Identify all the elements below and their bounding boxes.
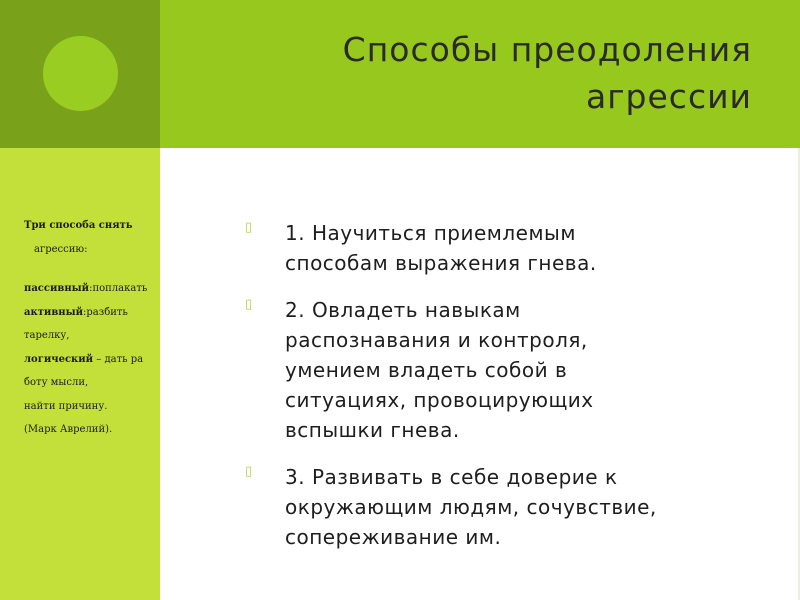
sidebar-attribution: (Марк Аврелий). — [24, 424, 113, 435]
sidebar-heading-line — [24, 214, 156, 238]
sidebar-passive-line — [24, 277, 156, 301]
sidebar-logical-line — [24, 348, 156, 372]
bullet-line: умением владеть собой в — [285, 358, 568, 382]
bullet-line: сопереживание им. — [285, 525, 502, 549]
bullet-line: 1. Научиться приемлемым — [285, 221, 576, 245]
sidebar-active-line — [24, 301, 156, 325]
bullet-line: способам выражения гнева. — [285, 251, 597, 275]
title-line: агрессии — [586, 77, 752, 116]
bullet-marker-icon: ▯ — [245, 297, 253, 312]
sidebar-note — [24, 214, 156, 442]
bullet-text — [285, 295, 765, 445]
logical-term: логический — [24, 353, 94, 365]
bullet-line: 3. Развивать в себе доверие к — [285, 465, 618, 489]
bullet-marker-icon: ▯ — [245, 220, 253, 235]
sidebar-logical-line-3: найти причину. — [24, 400, 108, 412]
bullet-line: вспышки гнева. — [285, 418, 460, 442]
list-item — [245, 218, 765, 278]
bullet-text — [285, 218, 765, 278]
passive-text: :поплакать — [89, 283, 148, 294]
passive-term: пассивный — [24, 283, 90, 294]
list-item — [245, 462, 765, 552]
bullet-text — [285, 462, 765, 552]
bullet-line: ситуациях, провоцирующих — [285, 388, 594, 412]
slide-title — [230, 26, 752, 120]
bullet-line: распознавания и контроля, — [285, 328, 588, 352]
sidebar-active-line-2: тарелку, — [24, 330, 70, 341]
active-term: активный — [24, 306, 84, 318]
list-item — [245, 295, 765, 445]
sidebar-logical-line-2: боту мысли, — [24, 377, 89, 388]
bullet-list — [245, 218, 765, 569]
sidebar-heading-text: Три способа снять — [24, 220, 133, 231]
logical-text: – дать ра — [93, 353, 144, 365]
title-line: Способы преодоления — [342, 30, 752, 69]
decorative-circle — [43, 36, 118, 111]
active-text: :разбить — [83, 306, 128, 318]
sidebar-heading-text: агрессию: — [34, 243, 88, 255]
bullet-line: окружающим людям, сочувствие, — [285, 495, 657, 519]
sidebar-heading-line — [24, 238, 156, 262]
bullet-line: 2. Овладеть навыкам — [285, 298, 521, 322]
bullet-marker-icon: ▯ — [245, 464, 253, 479]
